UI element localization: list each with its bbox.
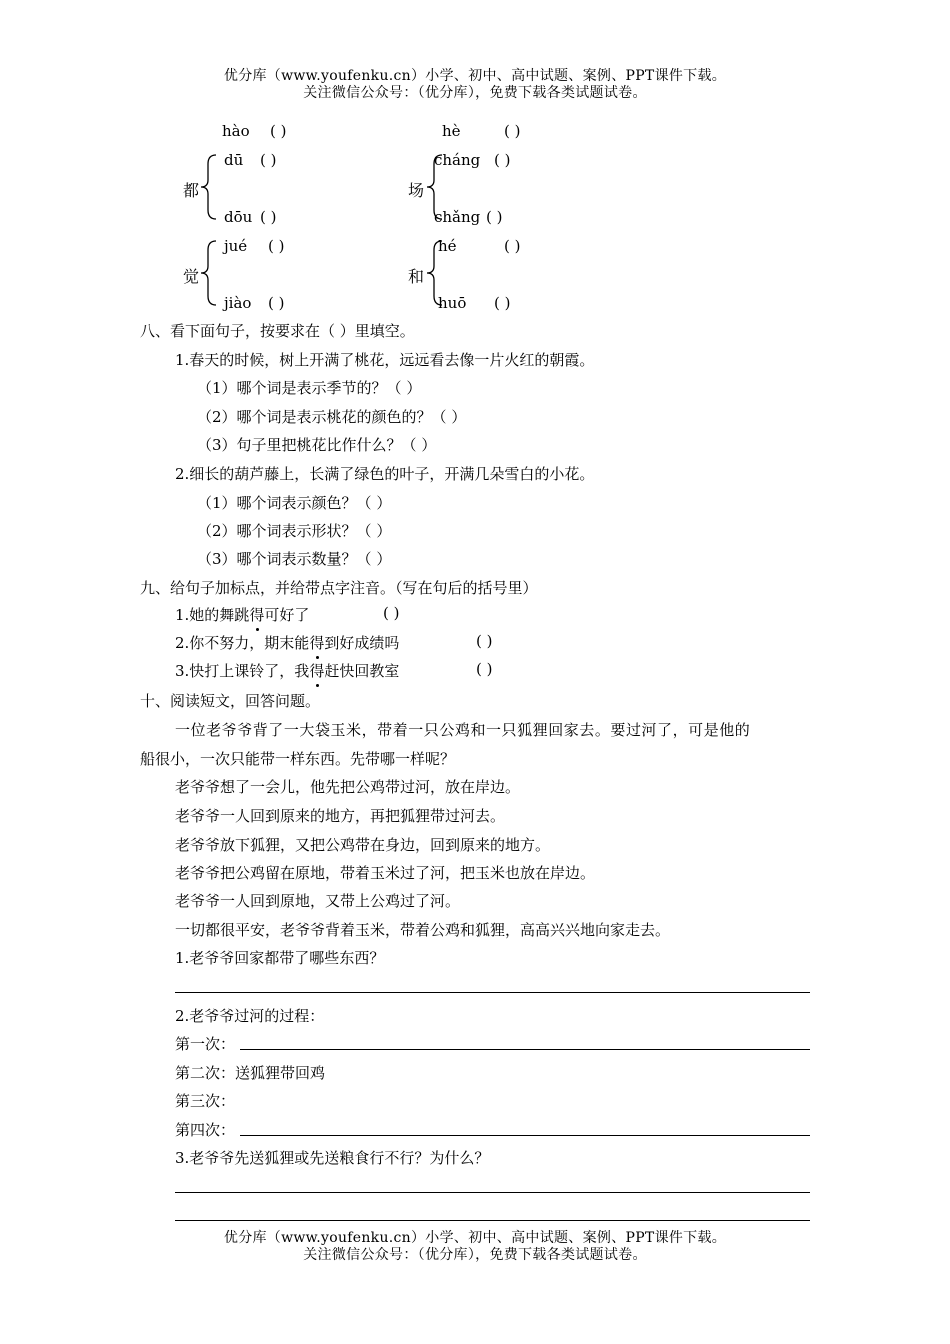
passage-line: 一位老爷爷背了一大袋玉米，带着一只公鸡和一只狐狸回家去。要过河了，可是他的 bbox=[175, 721, 751, 739]
brace-icon bbox=[198, 238, 220, 308]
header-line-1: 优分库（www.youfenku.cn）小学、初中、高中试题、案例、PPT课件下载。 bbox=[223, 68, 727, 84]
brace-icon bbox=[198, 152, 220, 222]
section-8-title: 八、看下面句子，按要求在（ ）里填空。 bbox=[140, 322, 415, 340]
char-du: 都 bbox=[183, 181, 200, 200]
char-jue: 觉 bbox=[183, 267, 200, 286]
passage-line: 老爷爷想了一会儿，他先把公鸡带过河，放在岸边。 bbox=[175, 778, 521, 796]
trip-1-label: 第一次： bbox=[175, 1035, 236, 1053]
passage-line: 老爷爷放下狐狸，又把公鸡带在身边，回到原来的地方。 bbox=[175, 836, 551, 854]
section-8-sentence-1: 1.春天的时候，树上开满了桃花，远远看去像一片火红的朝霞。 bbox=[175, 351, 595, 369]
emphasis-dot-icon bbox=[256, 628, 259, 631]
dotted-char-text: 得 bbox=[249, 606, 265, 624]
passage-line: 船很小，一次只能带一样东西。先带哪一样呢？ bbox=[140, 750, 456, 768]
answer-paren[interactable]: ( ) bbox=[476, 660, 493, 678]
question-3: 3.老爷爷先送狐狸或先送粮食行不行？为什么？ bbox=[175, 1149, 490, 1167]
passage-line: 老爷爷一人回到原来的地方，再把狐狸带过河去。 bbox=[175, 807, 506, 825]
section-9-item-2 bbox=[175, 632, 399, 653]
answer-line[interactable] bbox=[175, 1192, 810, 1193]
answer-paren[interactable]: ( ) bbox=[268, 237, 285, 255]
dotted-char-text: 得 bbox=[309, 634, 325, 652]
passage-line: 老爷爷把公鸡留在原地，带着玉米过了河，把玉米也放在岸边。 bbox=[175, 864, 596, 882]
char-he: 和 bbox=[408, 267, 425, 286]
answer-line[interactable] bbox=[175, 1220, 810, 1221]
footer-line-2: 关注微信公众号：（优分库），免费下载各类试题试卷。 bbox=[303, 1247, 647, 1263]
trip-4-label: 第四次： bbox=[175, 1121, 236, 1139]
question-item[interactable]: （3）句子里把桃花比作什么？（ ） bbox=[197, 436, 437, 454]
pinyin-jiao: jiào bbox=[224, 294, 252, 312]
question-item[interactable]: （2）哪个词表示形状？（ ） bbox=[197, 522, 392, 540]
sentence-part: 2.你不努力，期末能 bbox=[175, 634, 310, 652]
answer-paren[interactable]: ( ) bbox=[270, 122, 287, 140]
answer-paren[interactable]: ( ) bbox=[504, 237, 521, 255]
question-item[interactable]: （3）哪个词表示数量？（ ） bbox=[197, 550, 392, 568]
sentence-part: 可好了 bbox=[264, 606, 310, 624]
dotted-char bbox=[249, 606, 264, 624]
answer-paren[interactable]: ( ) bbox=[494, 151, 511, 169]
answer-paren[interactable]: ( ) bbox=[504, 122, 521, 140]
answer-line[interactable] bbox=[240, 1049, 810, 1050]
question-item[interactable]: （2）哪个词是表示桃花的颜色的？（ ） bbox=[197, 408, 467, 426]
sentence-part: 3.快打上课铃了，我 bbox=[175, 662, 310, 680]
pinyin-chang3: chǎng bbox=[434, 208, 481, 226]
pinyin-he: hè bbox=[442, 122, 461, 140]
header-line-2: 关注微信公众号：（优分库），免费下载各类试题试卷。 bbox=[303, 85, 647, 101]
dotted-char bbox=[309, 634, 324, 652]
dotted-char bbox=[309, 662, 324, 680]
char-chang: 场 bbox=[408, 181, 425, 200]
sentence-part: 到好成绩吗 bbox=[324, 634, 400, 652]
dotted-char-text: 得 bbox=[309, 662, 325, 680]
pinyin-huo: huō bbox=[438, 294, 467, 312]
question-2: 2.老爷爷过河的过程： bbox=[175, 1007, 325, 1025]
trip-2-label: 第二次：送狐狸带回鸡 bbox=[175, 1064, 326, 1082]
question-item[interactable]: （1）哪个词是表示季节的？（ ） bbox=[197, 379, 422, 397]
section-9-title: 九、给句子加标点，并给带点字注音。（写在句后的括号里） bbox=[140, 579, 538, 597]
pinyin-chang: cháng bbox=[434, 151, 481, 169]
section-9-item-1 bbox=[175, 604, 309, 625]
answer-paren[interactable]: ( ) bbox=[268, 294, 285, 312]
answer-paren[interactable]: ( ) bbox=[476, 632, 493, 650]
trip-3-label: 第三次： bbox=[175, 1092, 236, 1110]
answer-paren[interactable]: ( ) bbox=[260, 208, 277, 226]
answer-line[interactable] bbox=[175, 992, 810, 993]
pinyin-hao: hào bbox=[222, 122, 250, 140]
passage-line: 一切都很平安，老爷爷背着玉米，带着公鸡和狐狸，高高兴兴地向家走去。 bbox=[175, 921, 671, 939]
sentence-part: 1.她的舞跳 bbox=[175, 606, 250, 624]
question-item[interactable]: （1）哪个词表示颜色？（ ） bbox=[197, 494, 392, 512]
pinyin-jue: jué bbox=[224, 237, 248, 255]
emphasis-dot-icon bbox=[316, 684, 319, 687]
footer-line-1: 优分库（www.youfenku.cn）小学、初中、高中试题、案例、PPT课件下载。 bbox=[223, 1230, 727, 1246]
section-8-sentence-2: 2.细长的葫芦藤上，长满了绿色的叶子，开满几朵雪白的小花。 bbox=[175, 465, 595, 483]
answer-paren[interactable]: ( ) bbox=[260, 151, 277, 169]
pinyin-dou: dōu bbox=[224, 208, 253, 226]
answer-line[interactable] bbox=[240, 1135, 810, 1136]
answer-paren[interactable]: ( ) bbox=[486, 208, 503, 226]
answer-paren[interactable]: ( ) bbox=[494, 294, 511, 312]
section-9-item-3 bbox=[175, 660, 399, 681]
sentence-part: 赶快回教室 bbox=[324, 662, 400, 680]
passage-line: 老爷爷一人回到原地，又带上公鸡过了河。 bbox=[175, 892, 461, 910]
pinyin-du: dū bbox=[224, 151, 244, 169]
section-10-title: 十、阅读短文，回答问题。 bbox=[140, 692, 321, 710]
answer-paren[interactable]: ( ) bbox=[383, 604, 400, 622]
emphasis-dot-icon bbox=[316, 656, 319, 659]
pinyin-he2: hé bbox=[438, 237, 457, 255]
question-1: 1.老爷爷回家都带了哪些东西？ bbox=[175, 949, 385, 967]
